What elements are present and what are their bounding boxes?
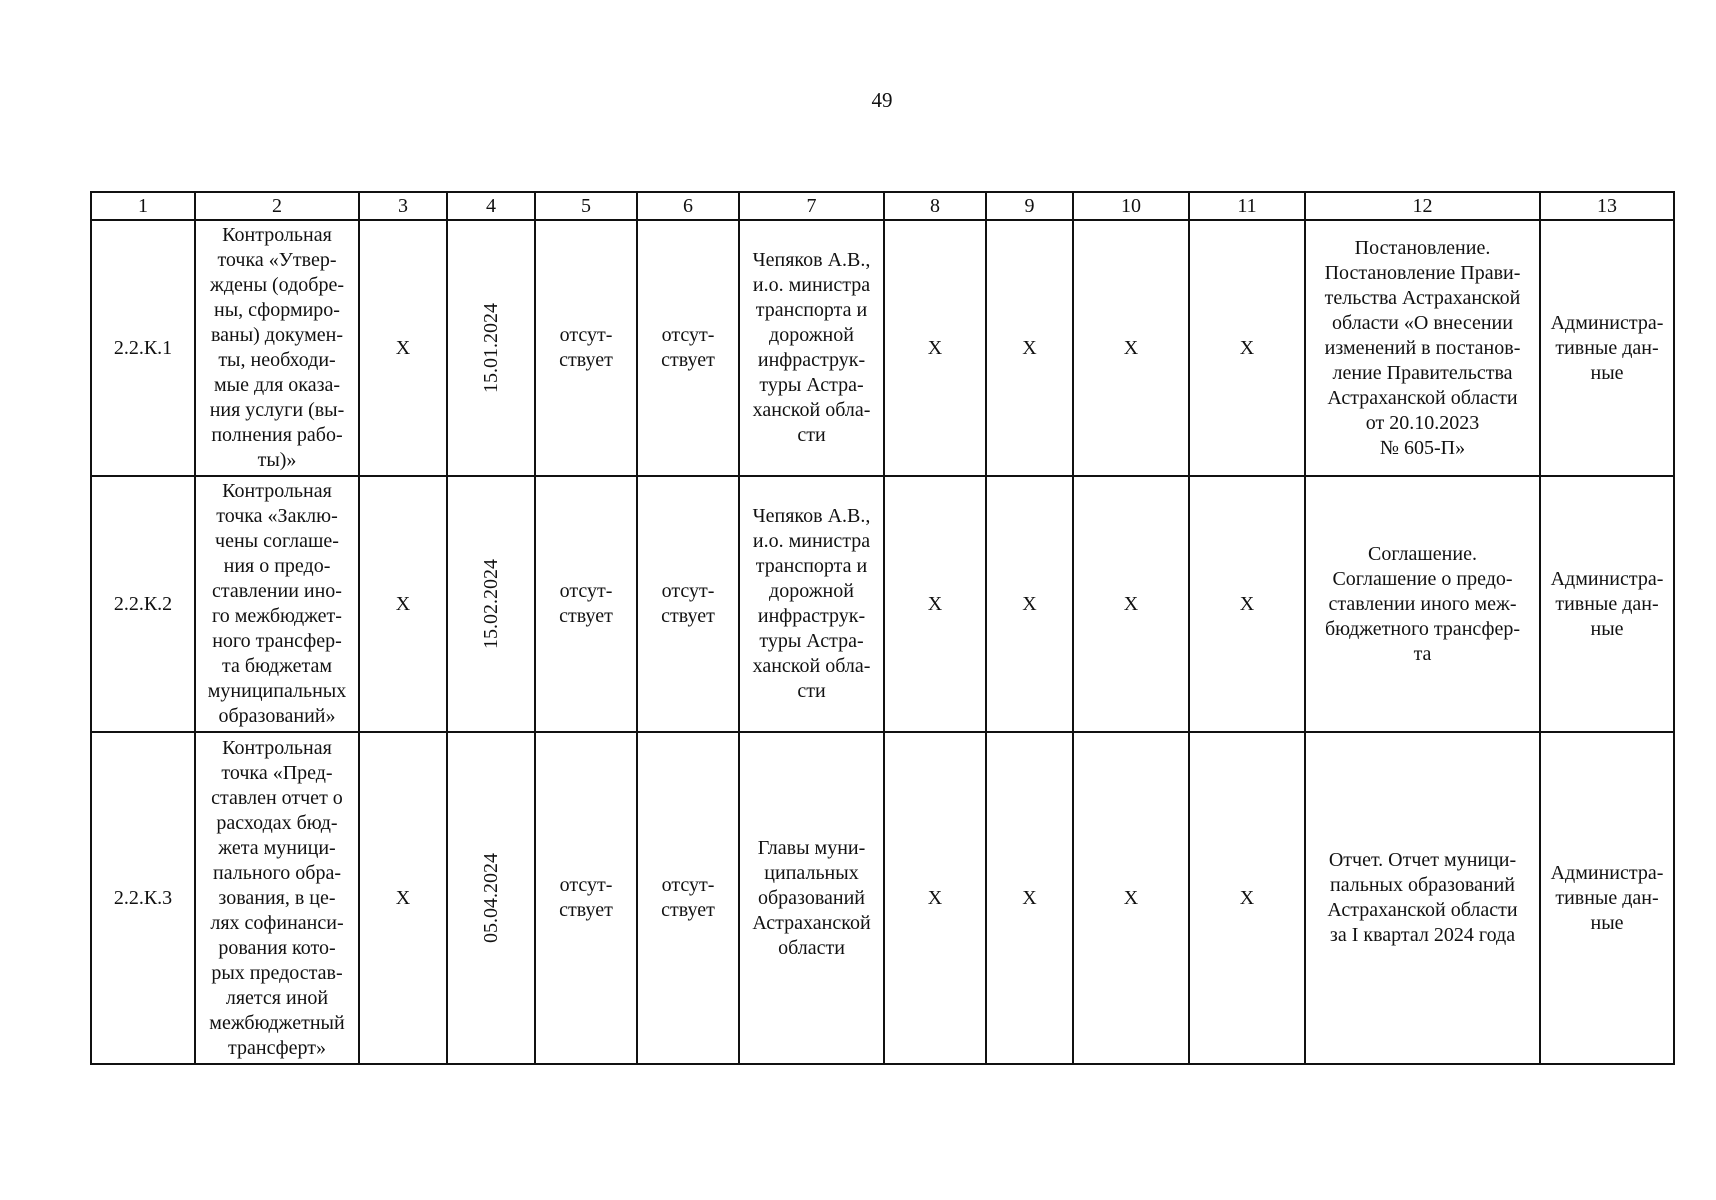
cell-col-3: X bbox=[359, 732, 447, 1064]
milestone-name: Контрольная точка «Заклю- чены соглаше- ния о предо- ставлении ино- го межбюджет- ного трансфер- та бюджетам муниципальных образований» bbox=[195, 476, 359, 732]
cell-col-5: отсут- ствует bbox=[535, 220, 637, 476]
milestone-name: Контрольная точка «Пред- ставлен отчет о расходах бюд- жета муници- пального обра- зования, в це- лях софинанси- рования кото- рых предостав- ляется иной межбюджетный трансферт» bbox=[195, 732, 359, 1064]
header-col-10: 10 bbox=[1073, 192, 1189, 220]
page-number: 49 bbox=[871, 88, 893, 112]
document-type: Постановление. Постановление Прави- тельства Астраханской области «О внесении изменений в постанов- ление Правительства Астраханской области от 20.10.2023 № 605-П» bbox=[1305, 220, 1540, 476]
responsible-person: Главы муни- ципальных образований Астраханской области bbox=[739, 732, 884, 1064]
cell-col-10: X bbox=[1073, 220, 1189, 476]
cell-col-5: отсут- ствует bbox=[535, 732, 637, 1064]
cell-col-3: X bbox=[359, 220, 447, 476]
cell-col-11: X bbox=[1189, 732, 1305, 1064]
header-col-12: 12 bbox=[1305, 192, 1540, 220]
milestone-date: 15.01.2024 bbox=[480, 303, 502, 393]
document-type: Отчет. Отчет муници- пальных образований Астраханской области за I квартал 2024 года bbox=[1305, 732, 1540, 1064]
table-row bbox=[91, 732, 1674, 1064]
table-row bbox=[91, 476, 1674, 732]
data-source: Администра- тивные дан- ные bbox=[1540, 476, 1674, 732]
header-col-9: 9 bbox=[986, 192, 1073, 220]
cell-col-6: отсут- ствует bbox=[637, 732, 739, 1064]
header-row bbox=[91, 192, 1674, 220]
cell-col-8: X bbox=[884, 476, 986, 732]
milestone-date: 05.04.2024 bbox=[480, 853, 502, 943]
header-col-13: 13 bbox=[1540, 192, 1674, 220]
cell-col-6: отсут- ствует bbox=[637, 476, 739, 732]
cell-col-5: отсут- ствует bbox=[535, 476, 637, 732]
cell-col-9: X bbox=[986, 476, 1073, 732]
header-col-5: 5 bbox=[535, 192, 637, 220]
cell-col-10: X bbox=[1073, 476, 1189, 732]
cell-col-3: X bbox=[359, 476, 447, 732]
date-cell bbox=[447, 732, 535, 1064]
header-col-11: 11 bbox=[1189, 192, 1305, 220]
cell-col-8: X bbox=[884, 220, 986, 476]
document-type: Соглашение. Соглашение о предо- ставлении иного меж- бюджетного трансфер- та bbox=[1305, 476, 1540, 732]
date-cell bbox=[447, 220, 535, 476]
row-code: 2.2.К.3 bbox=[91, 732, 195, 1064]
data-source: Администра- тивные дан- ные bbox=[1540, 732, 1674, 1064]
table-row bbox=[91, 220, 1674, 476]
milestones-table bbox=[90, 191, 1675, 1065]
header-col-4: 4 bbox=[447, 192, 535, 220]
responsible-person: Чепяков А.В., и.о. министра транспорта и дорожной инфраструк- туры Астра- ханской обла- сти bbox=[739, 476, 884, 732]
milestone-date: 15.02.2024 bbox=[480, 559, 502, 649]
header-col-1: 1 bbox=[91, 192, 195, 220]
header-col-7: 7 bbox=[739, 192, 884, 220]
cell-col-9: X bbox=[986, 220, 1073, 476]
row-code: 2.2.К.1 bbox=[91, 220, 195, 476]
header-col-2: 2 bbox=[195, 192, 359, 220]
cell-col-6: отсут- ствует bbox=[637, 220, 739, 476]
responsible-person: Чепяков А.В., и.о. министра транспорта и дорожной инфраструк- туры Астра- ханской обла- сти bbox=[739, 220, 884, 476]
cell-col-9: X bbox=[986, 732, 1073, 1064]
cell-col-8: X bbox=[884, 732, 986, 1064]
cell-col-11: X bbox=[1189, 220, 1305, 476]
cell-col-10: X bbox=[1073, 732, 1189, 1064]
header-col-3: 3 bbox=[359, 192, 447, 220]
header-col-6: 6 bbox=[637, 192, 739, 220]
date-cell bbox=[447, 476, 535, 732]
cell-col-11: X bbox=[1189, 476, 1305, 732]
row-code: 2.2.К.2 bbox=[91, 476, 195, 732]
header-col-8: 8 bbox=[884, 192, 986, 220]
data-source: Администра- тивные дан- ные bbox=[1540, 220, 1674, 476]
milestone-name: Контрольная точка «Утвер- ждены (одобре- ны, сформиро- ваны) докумен- ты, необходи- мые для оказа- ния услуги (вы- полнения рабо- ты)» bbox=[195, 220, 359, 476]
